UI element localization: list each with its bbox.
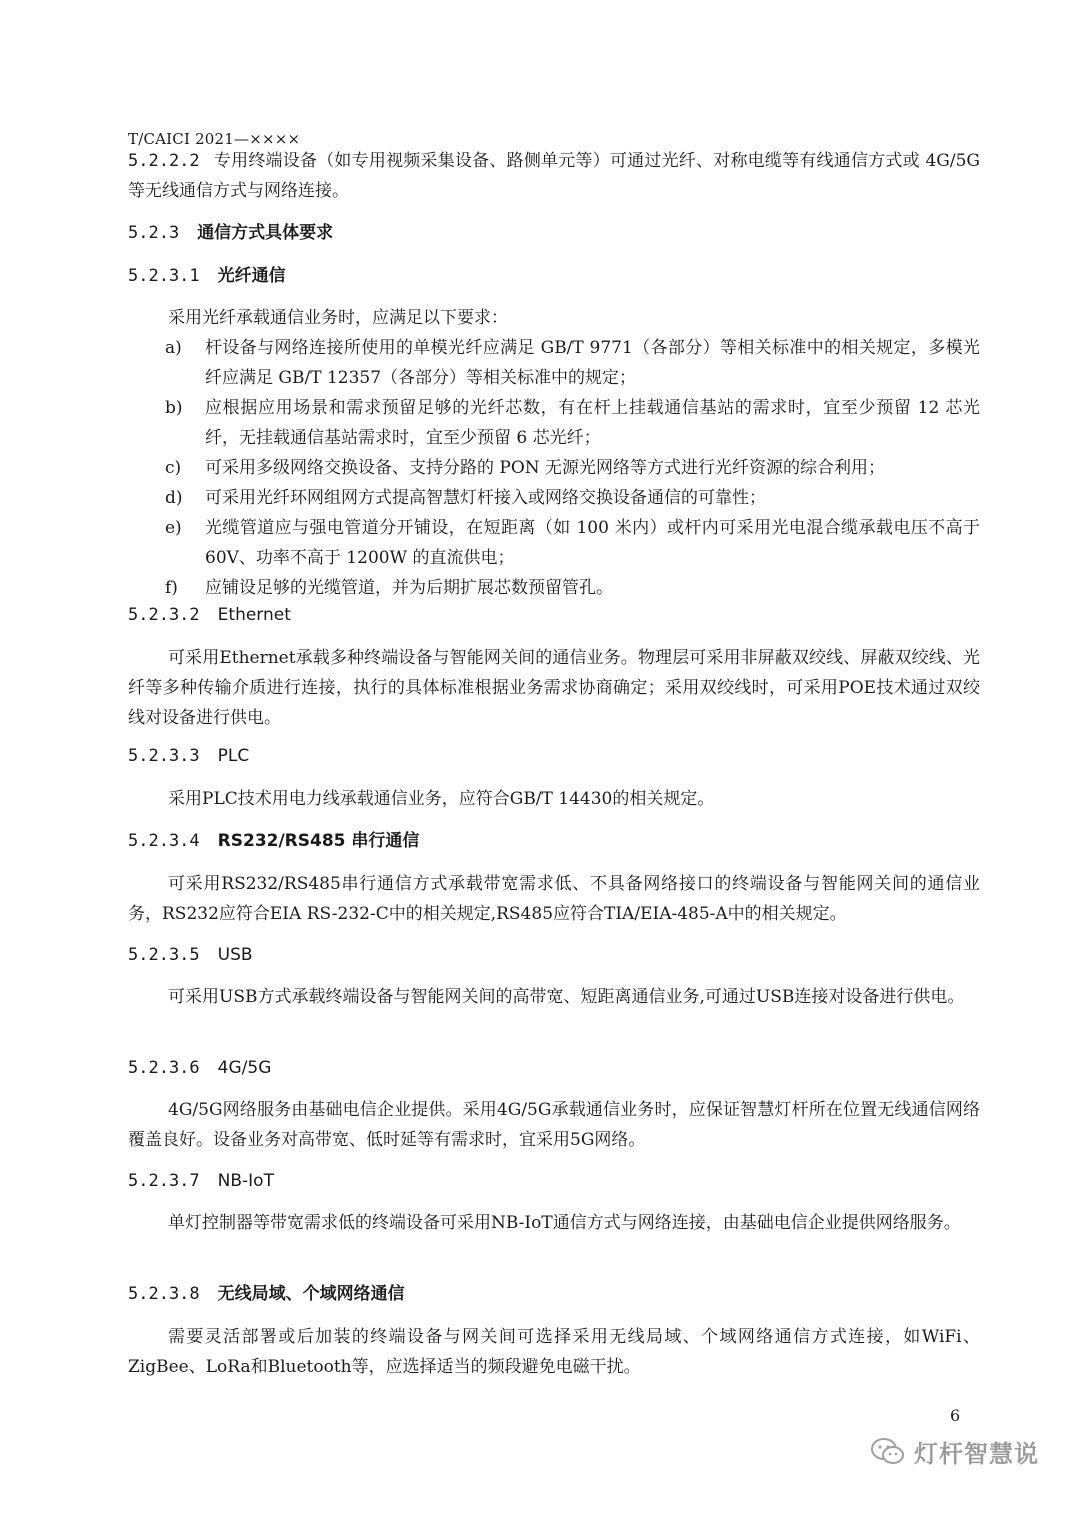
list-marker: b)	[165, 398, 183, 418]
clause-5-2-2-2	[128, 146, 980, 206]
heading-number: 5.2.3.3	[128, 746, 200, 766]
list-text: 应根据应用场景和需求预留足够的光纤芯数，有在杆上挂载通信基站的需求时，宜至少预留 12 芯光纤，无挂载通信基站需求时，宜至少预留 6 芯光纤；	[205, 398, 981, 448]
list-text: 光缆管道应与强电管道分开铺设，在短距离（如 100 米内）或杆内可采用光电混合缆承载电压不高于 60V、功率不高于 1200W 的直流供电；	[205, 518, 980, 568]
serial-paragraph	[128, 869, 980, 929]
heading-number: 5.2.3.5	[128, 945, 200, 965]
list-marker: c)	[165, 458, 182, 478]
heading-title: Ethernet	[217, 605, 291, 625]
standard-code: T/CAICI 2021—××××	[128, 130, 301, 148]
watermark-text: 灯杆智慧说	[914, 1440, 1039, 1468]
list-item	[165, 453, 980, 483]
heading-title: PLC	[217, 746, 250, 766]
heading-title: USB	[217, 945, 253, 965]
heading-number: 5.2.3.4	[128, 831, 200, 851]
paragraph: 采用PLC技术用电力线承载通信业务，应符合GB/T 14430的相关规定。	[168, 789, 715, 809]
fiber-intro	[128, 303, 980, 333]
wechat-icon	[870, 1437, 906, 1467]
heading-title: NB-IoT	[217, 1171, 274, 1191]
heading-5-2-3-8	[128, 1280, 980, 1308]
list-text: 可采用光纤环网组网方式提高智慧灯杆接入或网络交换设备通信的可靠性；	[205, 488, 766, 508]
clause-text: 专用终端设备（如专用视频采集设备、路侧单元等）可通过光纤、对称电缆等有线通信方式或 4G/5G 等无线通信方式与网络连接。	[128, 151, 980, 201]
list-marker: e)	[165, 518, 182, 538]
heading-5-2-3	[128, 219, 980, 247]
list-item	[165, 333, 980, 393]
heading-number: 5.2.3.1	[128, 266, 200, 286]
paragraph: 可采用RS232/RS485串行通信方式承载带宽需求低、不具备网络接口的终端设备与智能网关间的通信业务，RS232应符合EIA RS-232-C中的相关规定,RS485应符合TIA/EIA-485-A中的相关规定。	[128, 874, 980, 924]
list-marker: f)	[165, 578, 178, 598]
heading-5-2-3-1	[128, 262, 980, 290]
heading-title: 通信方式具体要求	[197, 223, 334, 243]
usb-paragraph	[128, 982, 980, 1012]
heading-title: 4G/5G	[217, 1058, 272, 1078]
heading-5-2-3-3	[128, 742, 980, 770]
4g5g-paragraph	[128, 1095, 980, 1155]
list-item	[165, 393, 980, 453]
page-number: 6	[950, 1406, 961, 1425]
plc-paragraph	[128, 784, 980, 814]
heading-5-2-3-2	[128, 601, 980, 629]
list-text: 可采用多级网络交换设备、支持分路的 PON 无源光网络等方式进行光纤资源的综合利用；	[205, 458, 886, 478]
heading-5-2-3-5	[128, 941, 980, 969]
paragraph: 单灯控制器等带宽需求低的终端设备可采用NB-IoT通信方式与网络连接，由基础电信企业提供网络服务。	[168, 1213, 961, 1233]
list-item	[165, 513, 980, 573]
wireless-paragraph	[128, 1322, 980, 1382]
list-marker: a)	[165, 338, 182, 358]
heading-number: 5.2.3	[128, 223, 180, 243]
paragraph: 采用光纤承载通信业务时，应满足以下要求：	[168, 308, 508, 328]
ethernet-paragraph	[128, 643, 980, 733]
heading-5-2-3-4	[128, 827, 980, 855]
clause-number: 5.2.2.2	[128, 151, 200, 171]
paragraph: 可采用Ethernet承载多种终端设备与智能网关间的通信业务。物理层可采用非屏蔽双绞线、屏蔽双绞线、光纤等多种传输介质进行连接，执行的具体标准根据业务需求协商确定；采用双绞线时，可采用POE技术通过双绞线对设备进行供电。	[128, 648, 980, 728]
heading-title: 无线局域、个域网络通信	[217, 1284, 405, 1304]
list-text: 杆设备与网络连接所使用的单模光纤应满足 GB/T 9771（各部分）等相关标准中的相关规定，多模光纤应满足 GB/T 12357（各部分）等相关标准中的规定；	[205, 338, 980, 388]
fiber-requirements-list	[165, 333, 980, 603]
paragraph: 需要灵活部署或后加装的终端设备与网关间可选择采用无线局域、个域网络通信方式连接，如WiFi、ZigBee、LoRa和Bluetooth等，应选择适当的频段避免电磁干扰。	[128, 1327, 980, 1377]
heading-number: 5.2.3.7	[128, 1171, 200, 1191]
heading-title: 光纤通信	[217, 266, 286, 286]
nbiot-paragraph	[128, 1208, 980, 1238]
heading-number: 5.2.3.2	[128, 605, 200, 625]
paragraph: 可采用USB方式承载终端设备与智能网关间的高带宽、短距离通信业务,可通过USB连接对设备进行供电。	[168, 987, 965, 1007]
list-marker: d)	[165, 488, 183, 508]
list-text: 应铺设足够的光缆管道，并为后期扩展芯数预留管孔。	[205, 578, 613, 598]
list-item	[165, 573, 980, 603]
heading-5-2-3-6	[128, 1054, 980, 1082]
watermark	[870, 1434, 1039, 1469]
heading-number: 5.2.3.8	[128, 1284, 200, 1304]
heading-5-2-3-7	[128, 1167, 980, 1195]
list-item	[165, 483, 980, 513]
heading-title: RS232/RS485 串行通信	[217, 831, 420, 851]
paragraph: 4G/5G网络服务由基础电信企业提供。采用4G/5G承载通信业务时，应保证智慧灯杆所在位置无线通信网络覆盖良好。设备业务对高带宽、低时延等有需求时，宜采用5G网络。	[128, 1100, 980, 1150]
heading-number: 5.2.3.6	[128, 1058, 200, 1078]
